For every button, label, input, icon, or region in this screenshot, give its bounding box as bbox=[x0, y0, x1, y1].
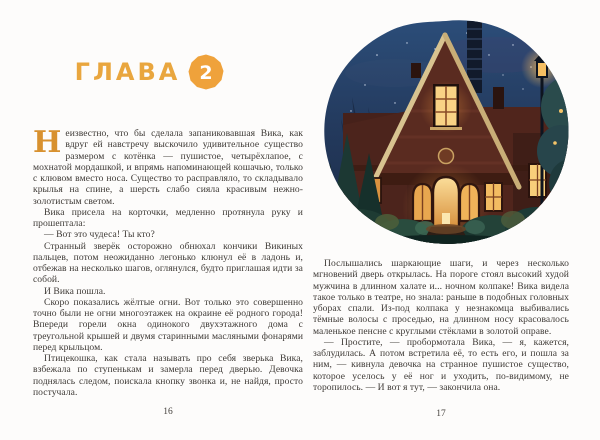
paragraph: — Вот это чудеса! Ты кто? bbox=[44, 229, 155, 241]
paragraph: Вика присела на корточки, медленно протянула руку и прошептала: bbox=[33, 206, 303, 229]
paragraph: Птицекошка, как стала называть про себя зверька Вика, взбежала по ступенькам и замерла перед дверью. Девочка поднялась следом, поискала кнопку звонка и, не найдя, просто постучала. bbox=[33, 353, 303, 398]
paragraph: Странный зверёк осторожно обнюхал кончики Викиных пальцев, потом неожиданно легонько клюнул её в ладонь и, отбежав на несколько шагов, оглянулся, будто приглашая идти за собой. bbox=[33, 240, 303, 286]
chapter-heading bbox=[0, 50, 300, 94]
chapter-number-badge bbox=[187, 53, 225, 91]
attic-window bbox=[420, 81, 472, 133]
drop-cap: Н bbox=[33, 125, 62, 160]
chapter-label: ГЛАВА bbox=[74, 58, 181, 86]
night-house-illustration bbox=[317, 15, 576, 251]
paragraph: Послышались шаркающие шаги, и через несколько мгновений дверь открылась. На пороге стоял высокий худой мужчина в длинном халате и... ночном колпаке! Вика видела такое только в театре, но знала: раньше в подобных головных уборах спали. Из-под колпака у незнакомца выбивались тёмные волосы с проседью, на длинном носу красовалось маленькое пенсне с круглыми стёклами в золотой оправе. bbox=[313, 258, 569, 337]
left-page-text bbox=[33, 125, 303, 398]
page-number-right: 17 bbox=[436, 409, 446, 419]
paragraph-text: еизвестно, что бы сделала запаниковавшая Вика, как вдруг ей навстречу выскочило удивительное существо размером с котёнка — пушистое, четырёхлапое, с мохнатой мордашкой, и впрямь напоминающей кошачью, только с клювом вместо носа. Существо то расправляло, то складывало крылья на спине, а шерсть слабо сияла красивым нежно-золотистым светом. bbox=[33, 128, 303, 207]
paragraph: — Простите, — пробормотала Вика, — я, кажется, заблудилась. А потом встретила её, то есть его, и пошла за ним, — кивнула девочка на странное пушистое существо, которое уселось у её ног и уходить, по-видимому, не торопилось. — И вот я тут, — закончила она. bbox=[313, 336, 569, 393]
paragraph: И Вика пошла. bbox=[44, 285, 106, 297]
chapter-number: 2 bbox=[199, 62, 213, 84]
paragraph: Скоро показались жёлтые огни. Вот только это совершенно точно были не огни многоэтажек на окраине её родного города! Впереди горели окна одинокого двухэтажного дома с треугольной крышей и двумя старинными масляными фонарями перед крыльцом. bbox=[33, 296, 303, 353]
right-page-text bbox=[313, 258, 569, 393]
page-number-left: 16 bbox=[163, 407, 173, 417]
round-medallion-window bbox=[439, 149, 454, 164]
paragraph bbox=[33, 125, 303, 207]
